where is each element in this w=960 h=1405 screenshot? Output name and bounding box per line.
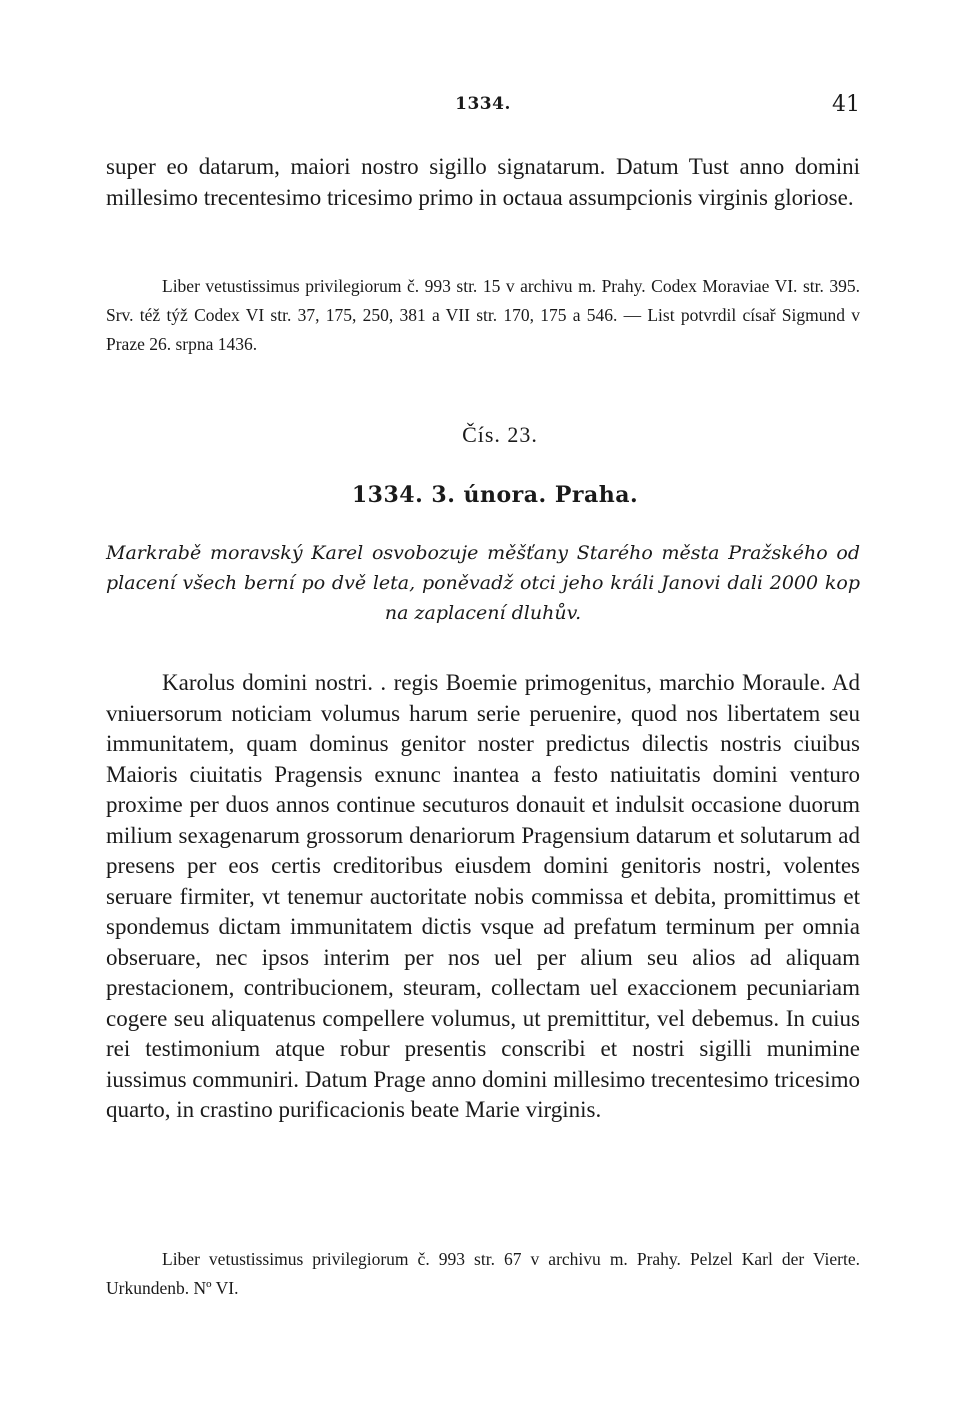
source-note-1-text: Liber vetustissimus privilegiorum č. 993 str. 15 v archivu m. Prahy. Codex Moraviae VI. str. 395. Srv. též týž Codex VI str. 37, 175, 250, 381 a VII str. 170, 175 a 546. — List potvrdil císař Sigmund v Praze 26. srpna 1436. bbox=[106, 276, 860, 354]
source-note-2 bbox=[106, 1245, 860, 1303]
page-number: 41 bbox=[832, 92, 860, 117]
running-head-year: 1334. bbox=[455, 94, 511, 114]
source-note-2-text: Liber vetustissimus privilegiorum č. 993 str. 67 v archivu m. Prahy. Pelzel Karl der Vierte. Urkundenb. Nº VI. bbox=[106, 1249, 860, 1298]
running-head bbox=[106, 92, 860, 122]
document-date: 1334. 3. února. Praha. bbox=[351, 482, 639, 508]
source-note-1 bbox=[106, 272, 860, 359]
document-regest: Markrabě moravský Karel osvobozuje měšťany Starého města Pražského od placení všech berní po dvě leta, poněvadž otci jeho králi Janovi dali 2000 kop na zaplacení dluhův. bbox=[106, 542, 860, 624]
continued-paragraph: super eo datarum, maiori nostro sigillo signatarum. Datum Tust anno domini millesimo trecentesimo tricesimo primo in octaua assumpcionis virginis gloriose. bbox=[106, 154, 860, 210]
continued-text-block bbox=[106, 152, 860, 213]
document-number: Čís. 23. bbox=[462, 422, 538, 447]
document-text: Karolus domini nostri. . regis Boemie primogenitus, marchio Moraule. Ad vniuersorum noticiam volumus harum serie peruenire, quod nos libertatem seu immunitatem, quam dominus genitor noster predictus dilectis nostris ciuibus Maioris ciuitatis Pragensis exnunc inantea a festo natiuitatis domini venturo proxime per duos annos continue secuturos donauit et indulsit occasione duorum milium sexagenarum grossorum denariorum Pragensium datarum et solutarum ad presens per eos certis creditoribus eiusdem domini genitoris nostri, volentes seruare firmiter, vt tenemur auctoritate nobis commissa et debita, promittimus et spondemus dictam immunitatem dictis vsque ad prefatum terminum per omnia obseruare, nec ipsos interim per nos uel per alium seu alios ad aliquam prestacionem, contribucionem, steuram, collectam uel exaccionem pecuniariam cogere seu aliquatenus compellere volumus, ut premittitur, vel debemus. In cuius rei testimonium atque robur presentis conscribi et nostri sigilli munimine iussimus communiri. Datum Prage anno domini millesimo trecentesimo tricesimo quarto, in crastino purificacionis beate Marie virginis. bbox=[106, 670, 860, 1122]
document-body bbox=[106, 668, 860, 1126]
